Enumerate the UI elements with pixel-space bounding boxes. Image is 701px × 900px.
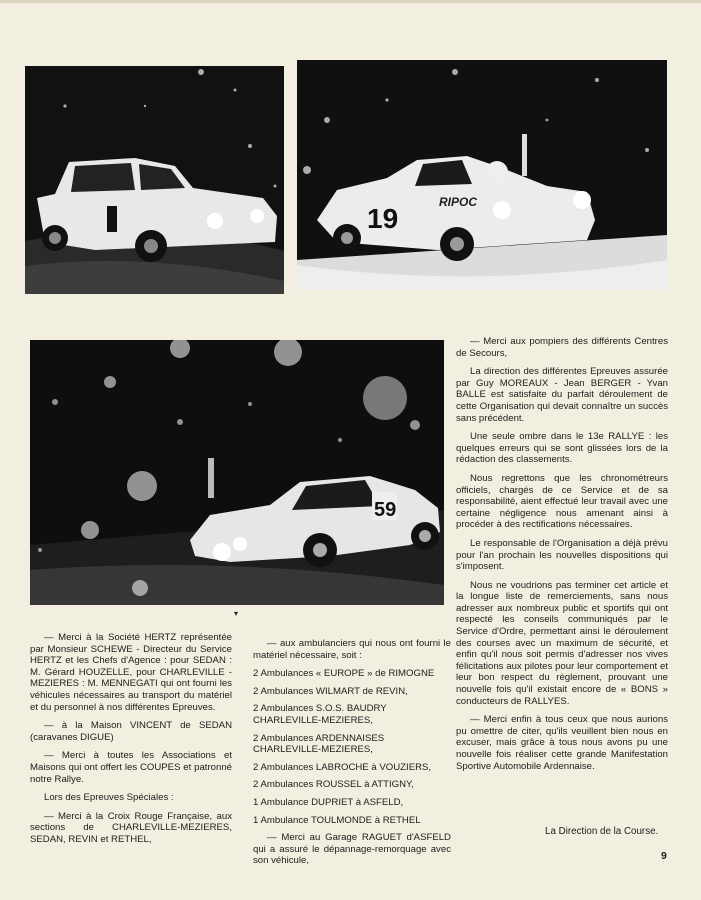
paragraph-ambulanciers: — aux ambulanciers qui nous ont fourni le matériel nécessaire, soit : xyxy=(253,638,451,661)
paragraph-ombre: Une seule ombre dans le 13e RALLYE : les quelques erreurs qui se sont glissées lors de la rédaction des classements. xyxy=(456,431,668,466)
photo-rally-car-1-image xyxy=(25,66,284,294)
svg-text:59: 59 xyxy=(374,499,397,521)
photo-rally-car-3 xyxy=(30,340,444,605)
list-item: 2 Ambulances « EUROPE » de RIMOGNE xyxy=(253,668,435,680)
paragraph-remerciements: Nous ne voudrions pas terminer cet article et la longue liste de remerciements, sans nous adresser aux nombreux public et sportifs qui ont respecté les conseils communiqués par le Service d'Ordre, permettant ainsi le déroulement des courses avec un maximum de sécurité, et enfin qu'il nous soit permis d'adresser nos vives félicitations aux pilotes pour leur comportement et leur bon respect du règlement, prouvant une nouvelle fois qu'il existait encore de « BONS » conducteurs de RALLYES. xyxy=(456,579,668,707)
paragraph-merci-enfin: — Merci enfin à tous ceux que nous aurions pu omettre de citer, qu'ils veuillent bien nous en excuser, mais grâce à tous nous avons pu une nouvelle fois réaliser cette grande Manifestation Sportive Automobile Ardennaise. xyxy=(456,714,668,772)
list-item: 2 Ambulances WILMART de REVIN, xyxy=(253,685,408,697)
page-top-border xyxy=(0,0,701,3)
list-item: 2 Ambulances ARDENNAISES CHARLEVILLE-MEZIERES, xyxy=(253,732,385,756)
ambulance-list xyxy=(253,668,451,826)
photo-rally-car-2-image xyxy=(297,60,667,290)
right-column xyxy=(456,336,668,779)
photo-rally-car-3-image xyxy=(30,340,444,605)
list-item: 2 Ambulances LABROCHE à VOUZIERS, xyxy=(253,761,432,773)
list-item: 1 Ambulance DUPRIET à ASFELD, xyxy=(253,796,404,808)
list-item: 2 Ambulances S.O.S. BAUDRY CHARLEVILLE-MEZIERES, xyxy=(253,703,387,726)
paragraph-hertz: — Merci à la Société HERTZ représentée par Monsieur SCHEWE - Directeur du Service HERTZ et les Chefs d'Agence : pour SEDAN : M. Gérard HOUZELLE, pour CHARLEVILLE - MEZIERES : M. MENNEGATI qui ont fourni les véhicules nécessaires au transport du matériel et du personnel à nos différentes Epreuves. xyxy=(30,632,232,713)
page-number: 9 xyxy=(661,850,667,862)
print-mark: ▾ xyxy=(234,609,239,618)
paragraph-epreuves-speciales: Lors des Epreuves Spéciales : xyxy=(44,792,174,804)
list-item: 2 Ambulances ROUSSEL à ATTIGNY, xyxy=(253,779,414,791)
left-column xyxy=(30,632,232,853)
list-item: 1 Ambulance TOULMONDE à RETHEL xyxy=(253,814,421,826)
photo-rally-car-1 xyxy=(25,66,284,294)
paragraph-pompiers: — Merci aux pompiers des différents Centres de Secours, xyxy=(456,336,668,359)
signature-direction: La Direction de la Course. xyxy=(545,826,659,837)
svg-text:19: 19 xyxy=(367,203,399,234)
paragraph-garage: — Merci au Garage RAGUET d'ASFELD qui a assuré le dépannage-remorquage avec son véhicule, xyxy=(253,832,451,867)
paragraph-direction-epreuves: La direction des différentes Epreuves assurée par Guy MOREAUX - Jean BERGER - Yvan BALLE est satisfaite du parfait déroulement de cette Organisation qui devait connaître un succès sans précédent. xyxy=(456,366,668,424)
paragraph-responsable: Le responsable de l'Organisation a déjà prévu pour l'an prochain les nouvelles dispositions qui s'imposent. xyxy=(456,537,668,573)
paragraph-chronometreurs: Nous regrettons que les chronométreurs officiels, chargés de ce Service et de sa responsabilité, aient effectué leur travail avec une certaine négligence nous amenant ainsi à procéder à des rectifications nécessaires. xyxy=(456,472,668,531)
paragraph-vincent: — à la Maison VINCENT de SEDAN (caravanes DIGUE) xyxy=(30,720,232,743)
photo-rally-car-2 xyxy=(297,60,667,290)
middle-column xyxy=(253,638,451,874)
paragraph-associations: — Merci à toutes les Associations et Maisons qui ont offert les COUPES et patronné notre Rallye. xyxy=(30,750,232,785)
svg-text:RIPOC: RIPOC xyxy=(439,195,478,209)
paragraph-croix-rouge: — Merci à la Croix Rouge Française, aux sections de CHARLEVILLE-MEZIERES, SEDAN, REVIN et RETHEL, xyxy=(30,810,232,845)
